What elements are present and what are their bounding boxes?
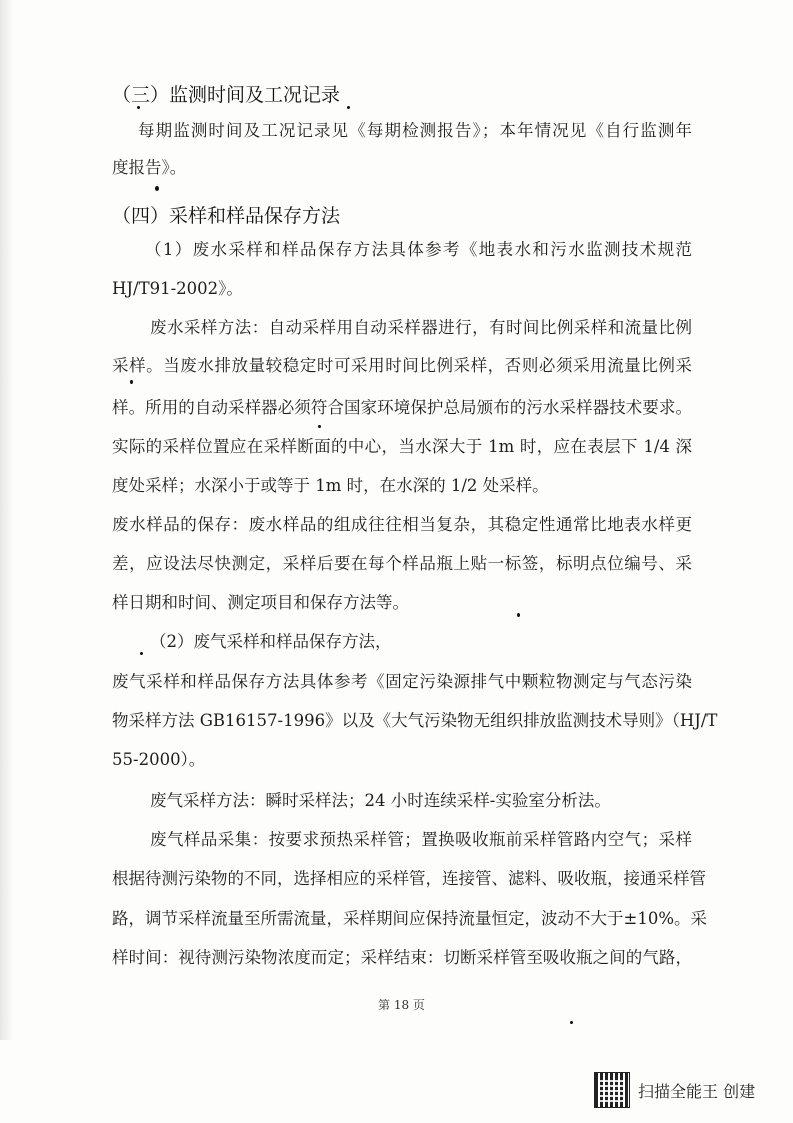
scan-edge-shadow	[0, 0, 14, 1040]
scan-speck	[517, 613, 520, 617]
p5-line-2: 物采样方法 GB16157-1996》以及《大气污染物无组织排放监测技术导则》（HJ/T	[112, 711, 718, 730]
p2-line-5: 度处采样；水深小于或等于 1m 时，在水深的 1/2 处采样。	[112, 476, 549, 495]
p1-line-2: HJ/T91-2002》。	[112, 279, 243, 298]
p3-line-2: 差，应设法尽快测定，采样后要在每个样品瓶上贴一标签，标明点位编号、采	[112, 554, 692, 573]
section3-heading: （三）监测时间及工况记录	[112, 84, 341, 106]
p7-line-1: 废气样品采集：按要求预热采样管；置换吸收瓶前采样管路内空气；采样	[150, 830, 692, 849]
p6-line-1: 废气采样方法：瞬时采样法；24 小时连续采样-实验室分析法。	[150, 791, 611, 810]
page-number: 第 18 页	[378, 998, 425, 1012]
scanner-watermark	[594, 1070, 755, 1110]
p2-line-2: 采样。当废水排放量较稳定时可采用时间比例采样，否则必须采用流量比例采	[112, 356, 692, 375]
p4-line-1: （2）废气采样和样品保存方法，	[150, 632, 392, 651]
p7-line-2: 根据待测污染物的不同，选择相应的采样管，连接管、滤料、吸收瓶，接通采样管	[112, 869, 706, 888]
p2-line-1: 废水采样方法：自动采样用自动采样器进行，有时间比例采样和流量比例	[150, 318, 692, 337]
qr-code-icon	[594, 1072, 630, 1108]
p1-line-1: （1）废水采样和样品保存方法具体参考《地表水和污水监测技术规范	[145, 240, 692, 259]
section3-line-1: 每期监测时间及工况记录见《每期检测报告》；本年情况见《自行监测年	[138, 121, 692, 140]
watermark-text: 扫描全能王 创建	[638, 1081, 756, 1101]
p2-line-4: 实际的采样位置应在采样断面的中心，当水深大于 1m 时，应在表层下 1/4 深	[112, 437, 692, 456]
p7-line-3: 路，调节采样流量至所需流量，采样期间应保持流量恒定，波动不大于±10%。采	[112, 909, 707, 928]
section4-heading: （四）采样和样品保存方法	[112, 205, 341, 227]
p2-line-3: 样。所用的自动采样器必须符合国家环境保护总局颁布的污水采样器技术要求。	[112, 398, 692, 417]
scan-speck	[347, 106, 350, 109]
scan-speck	[570, 1021, 573, 1024]
scan-speck	[140, 652, 143, 655]
p7-line-4: 样时间：视待测污染物浓度而定；采样结束：切断采样管至吸收瓶之间的气路，	[112, 948, 692, 967]
scan-speck	[130, 380, 133, 384]
p5-line-3: 55-2000）。	[112, 750, 206, 769]
p5-line-1: 废气采样和样品保存方法具体参考《固定污染源排气中颗粒物测定与气态污染	[112, 672, 692, 691]
section3-line-2: 度报告》。	[112, 158, 187, 177]
p3-line-3: 样日期和时间、测定项目和保存方法等。	[112, 593, 409, 612]
scan-speck	[155, 186, 159, 191]
scan-speck	[318, 425, 321, 428]
scan-speck	[137, 106, 140, 109]
p3-line-1: 废水样品的保存：废水样品的组成往往相当复杂，其稳定性通常比地表水样更	[112, 515, 692, 534]
